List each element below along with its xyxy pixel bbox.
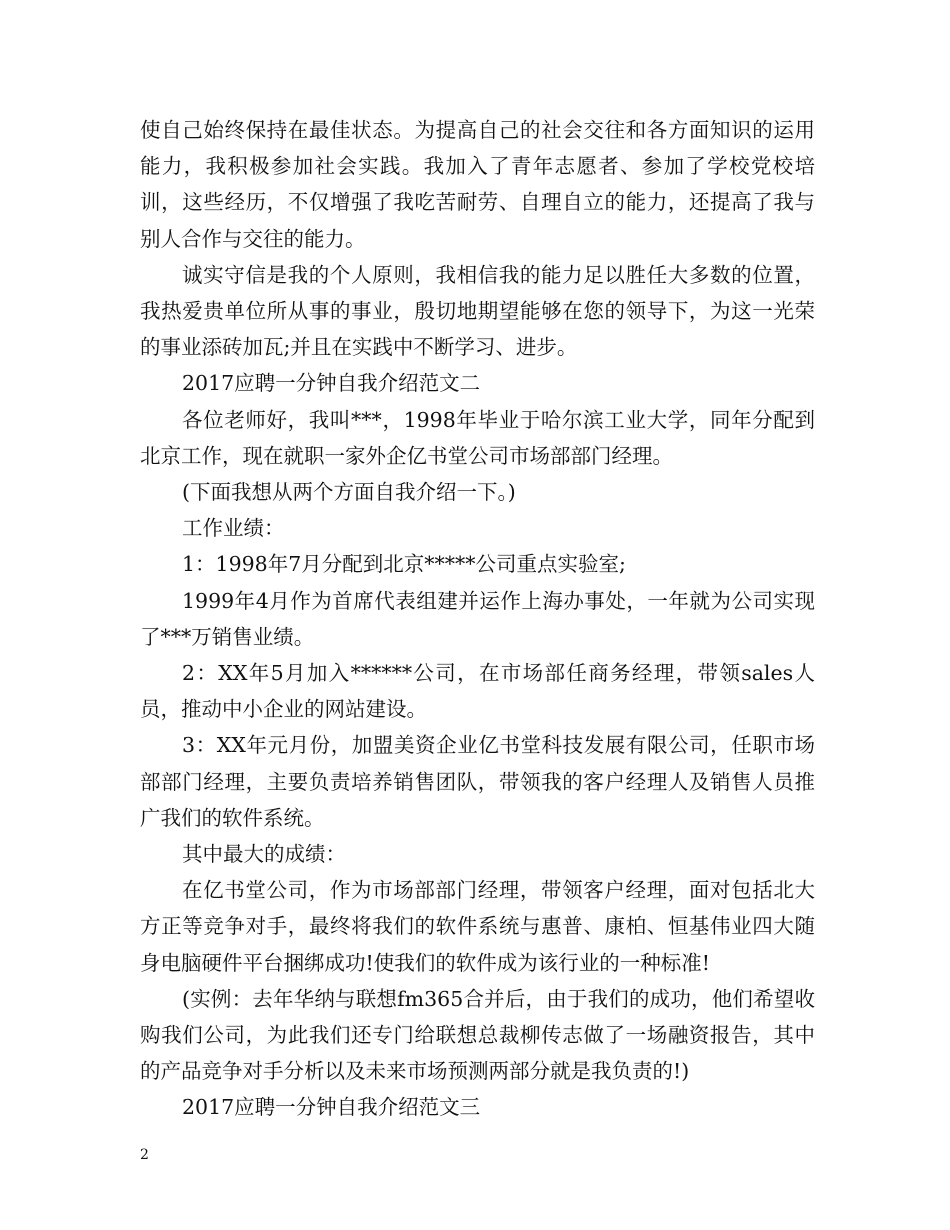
paragraph-intro-note: (下面我想从两个方面自我介绍一下。) — [182, 480, 516, 505]
section-heading-sample-two: 2017应聘一分钟自我介绍范文二 — [182, 371, 481, 396]
paragraph-greeting: 各位老师好，我叫***，1998年毕业于哈尔滨工业大学，同年分配到北京工作，现在就职一家外企亿书堂公司市场部部门经理。 — [140, 407, 815, 468]
paragraph-item-1: 1：1998年7月分配到北京*****公司重点实验室; — [182, 552, 626, 577]
paragraph-example: (实例：去年华纳与联想fm365合并后，由于我们的成功，他们希望收购我们公司，为此我们还专门给联想总裁柳传志做了一场融资报告，其中的产品竞争对手分析以及未来市场预测两部分就是我负责的!) — [140, 986, 815, 1084]
document-body — [140, 112, 815, 1126]
paragraph-item-2: 2：XX年5月加入******公司，在市场部任商务经理，带领sales人员，推动中小企业的网站建设。 — [140, 661, 815, 722]
paragraph-principles: 诚实守信是我的个人原则，我相信我的能力足以胜任大多数的位置，我热爱贵单位所从事的事业，殷切地期望能够在您的领导下，为这一光荣的事业添砖加瓦;并且在实践中不断学习、进步。 — [140, 262, 815, 360]
paragraph-item-1-detail: 1999年4月作为首席代表组建并运作上海办事处，一年就为公司实现了***万销售业绩。 — [140, 588, 815, 649]
section-heading-sample-three: 2017应聘一分钟自我介绍范文三 — [182, 1095, 481, 1120]
paragraph-continuation: 使自己始终保持在最佳状态。为提高自己的社会交往和各方面知识的运用能力，我积极参加社会实践。我加入了青年志愿者、参加了学校党校培训，这些经历，不仅增强了我吃苦耐劳、自理自立的能力，还提高了我与别人合作与交往的能力。 — [140, 118, 815, 251]
paragraph-biggest-achievement-label: 其中最大的成绩： — [182, 842, 346, 867]
paragraph-item-3: 3：XX年元月份，加盟美资企业亿书堂科技发展有限公司，任职市场部部门经理，主要负责培养销售团队，带领我的客户经理人及销售人员推广我们的软件系统。 — [140, 733, 815, 830]
paragraph-work-achievements-label: 工作业绩： — [182, 516, 285, 541]
page-number: 2 — [140, 1147, 149, 1163]
paragraph-biggest-achievement: 在亿书堂公司，作为市场部部门经理，带领客户经理，面对包括北大方正等竞争对手，最终将我们的软件系统与惠普、康柏、恒基伟业四大随身电脑硬件平台捆绑成功!使我们的软件成为该行业的一种标准! — [140, 878, 815, 975]
